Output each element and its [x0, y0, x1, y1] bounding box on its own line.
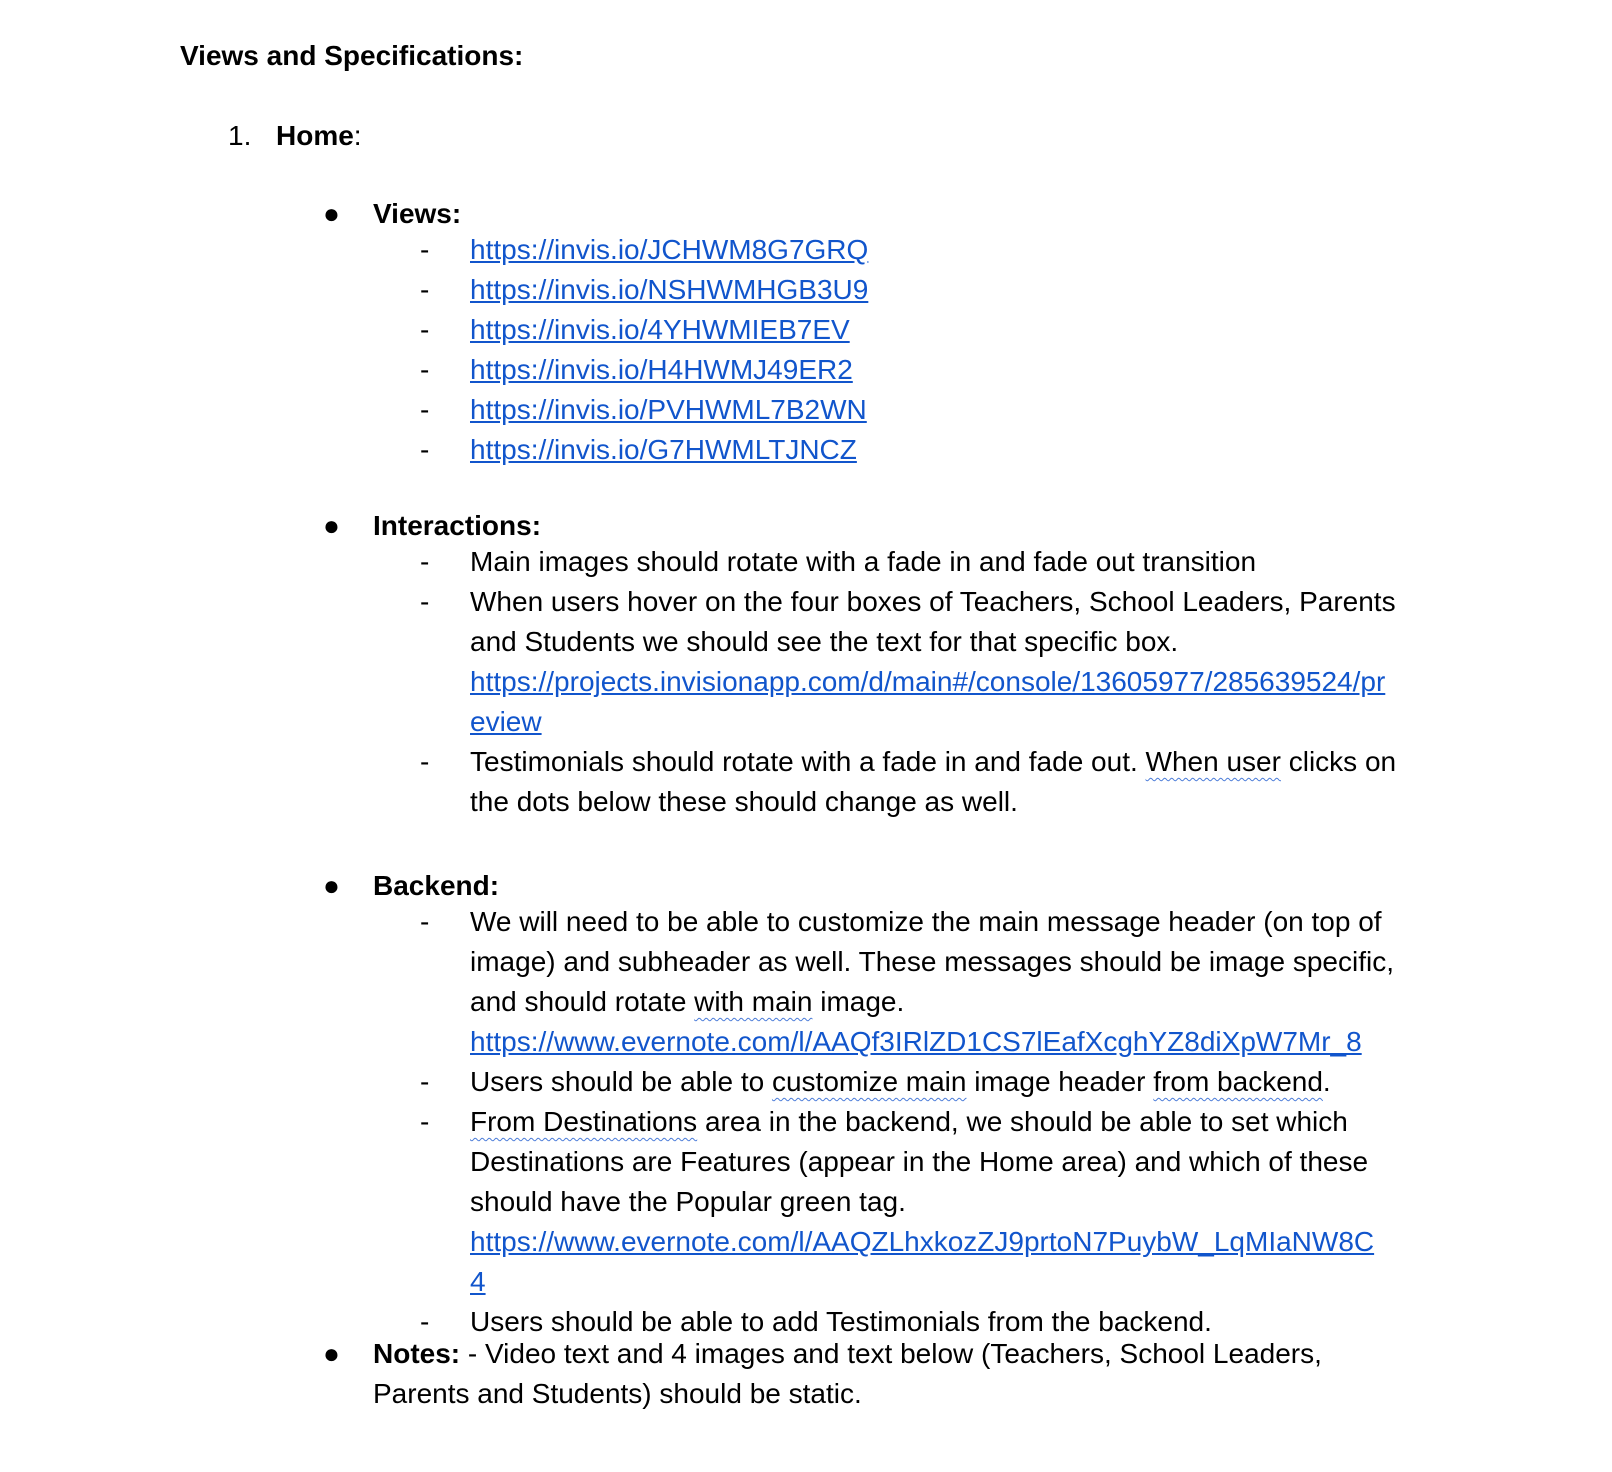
view-link-1[interactable]: https://invis.io/JCHWM8G7GRQ [470, 234, 869, 265]
item-number: 1. [228, 120, 252, 151]
spelling-flag[interactable]: from backend [1153, 1066, 1323, 1097]
list-item [420, 902, 1440, 1062]
dash-icon: - [420, 314, 430, 345]
list-item [420, 310, 1440, 350]
dash-icon: - [420, 234, 430, 265]
notes-paragraph [373, 1334, 1393, 1414]
list-item [420, 430, 1440, 470]
spelling-flag[interactable]: From Destinations [470, 1106, 698, 1137]
dash-icon: - [420, 434, 430, 465]
dash-icon: - [420, 394, 430, 425]
spelling-flag[interactable]: with main [694, 986, 813, 1017]
backend-label: Backend: [373, 870, 500, 901]
view-link-5[interactable]: https://invis.io/PVHWML7B2WN [470, 394, 867, 425]
interaction-text: Main images should rotate with a fade in and fade out transition [470, 546, 1257, 577]
view-link-6[interactable]: https://invis.io/G7HWMLTJNCZ [470, 434, 857, 465]
interaction-text: When users hover on the four boxes of Teachers, School Leaders, Parents and Students we should see the text for that specific box. [470, 586, 1396, 657]
evernote-link-1[interactable]: https://www.evernote.com/l/AAQf3IRlZD1CS7lEafXcghYZ8diXpW7Mr_8 [470, 1026, 1362, 1057]
invision-preview-link[interactable] [470, 662, 1440, 742]
backend-text: image. [812, 986, 905, 1017]
notes-label: Notes: [373, 1338, 461, 1369]
list-item [420, 542, 1440, 582]
bullet-icon: ● [323, 1338, 340, 1369]
views-label: Views: [373, 198, 462, 229]
link-line-2: 4 [470, 1266, 486, 1297]
interactions-label: Interactions: [373, 510, 542, 541]
backend-text: area in the backend, we should be able to set which Destinations are Features (appear in the Home area) and which of these should have the Popular green tag. [470, 1106, 1369, 1217]
list-item [420, 230, 1440, 270]
link-line-1: https://www.evernote.com/l/AAQZLhxkozZJ9prtoN7PuybW_LqMIaNW8C [470, 1226, 1375, 1257]
dash-icon: - [420, 274, 430, 305]
backend-text: Users should be able to add Testimonials from the backend. [470, 1306, 1212, 1337]
backend-text: Users should be able to [470, 1066, 772, 1097]
spelling-flag[interactable]: customize main [771, 1066, 967, 1097]
dash-icon: - [420, 354, 430, 385]
interactions-list [420, 542, 1440, 822]
bullet-icon: ● [323, 510, 340, 541]
document-heading: Views and Specifications: [180, 40, 524, 71]
interaction-text: clicks on the dots below these should change as well. [470, 746, 1397, 817]
link-line-1: https://projects.invisionapp.com/d/main#/console/13605977/285639524/pr [470, 666, 1386, 697]
list-item [420, 1102, 1440, 1302]
backend-text: We will need to be able to customize the main message header (on top of image) and subheader as well. These messages should be image specific, and should rotate [470, 906, 1394, 1017]
list-item [420, 270, 1440, 310]
spelling-flag[interactable]: When user [1145, 746, 1281, 777]
dash-icon: - [420, 586, 430, 617]
item-colon: : [353, 120, 362, 151]
list-item [420, 742, 1440, 822]
dash-icon: - [420, 906, 430, 937]
dash-icon: - [420, 1306, 430, 1337]
view-link-3[interactable]: https://invis.io/4YHWMIEB7EV [470, 314, 850, 345]
views-link-list [420, 230, 1440, 470]
backend-list [420, 902, 1440, 1342]
bullet-icon: ● [323, 198, 340, 229]
backend-text: image header [966, 1066, 1154, 1097]
notes-text: - Video text and 4 images and text below (Teachers, School Leaders, Parents and Students) should be static. [373, 1338, 1322, 1409]
dash-icon: - [420, 746, 430, 777]
list-item [420, 582, 1440, 742]
numbered-item-home [228, 116, 362, 156]
interaction-text: Testimonials should rotate with a fade in and fade out. [470, 746, 1146, 777]
item-label: Home [276, 120, 354, 151]
list-item [420, 350, 1440, 390]
view-link-2[interactable]: https://invis.io/NSHWMHGB3U9 [470, 274, 869, 305]
dash-icon: - [420, 1106, 430, 1137]
view-link-4[interactable]: https://invis.io/H4HWMJ49ER2 [470, 354, 853, 385]
list-item [420, 1062, 1440, 1102]
list-item [420, 390, 1440, 430]
link-line-2: eview [470, 706, 542, 737]
backend-text: . [1322, 1066, 1331, 1097]
bullet-icon: ● [323, 870, 340, 901]
dash-icon: - [420, 546, 430, 577]
dash-icon: - [420, 1066, 430, 1097]
evernote-link-2[interactable] [470, 1222, 1440, 1302]
